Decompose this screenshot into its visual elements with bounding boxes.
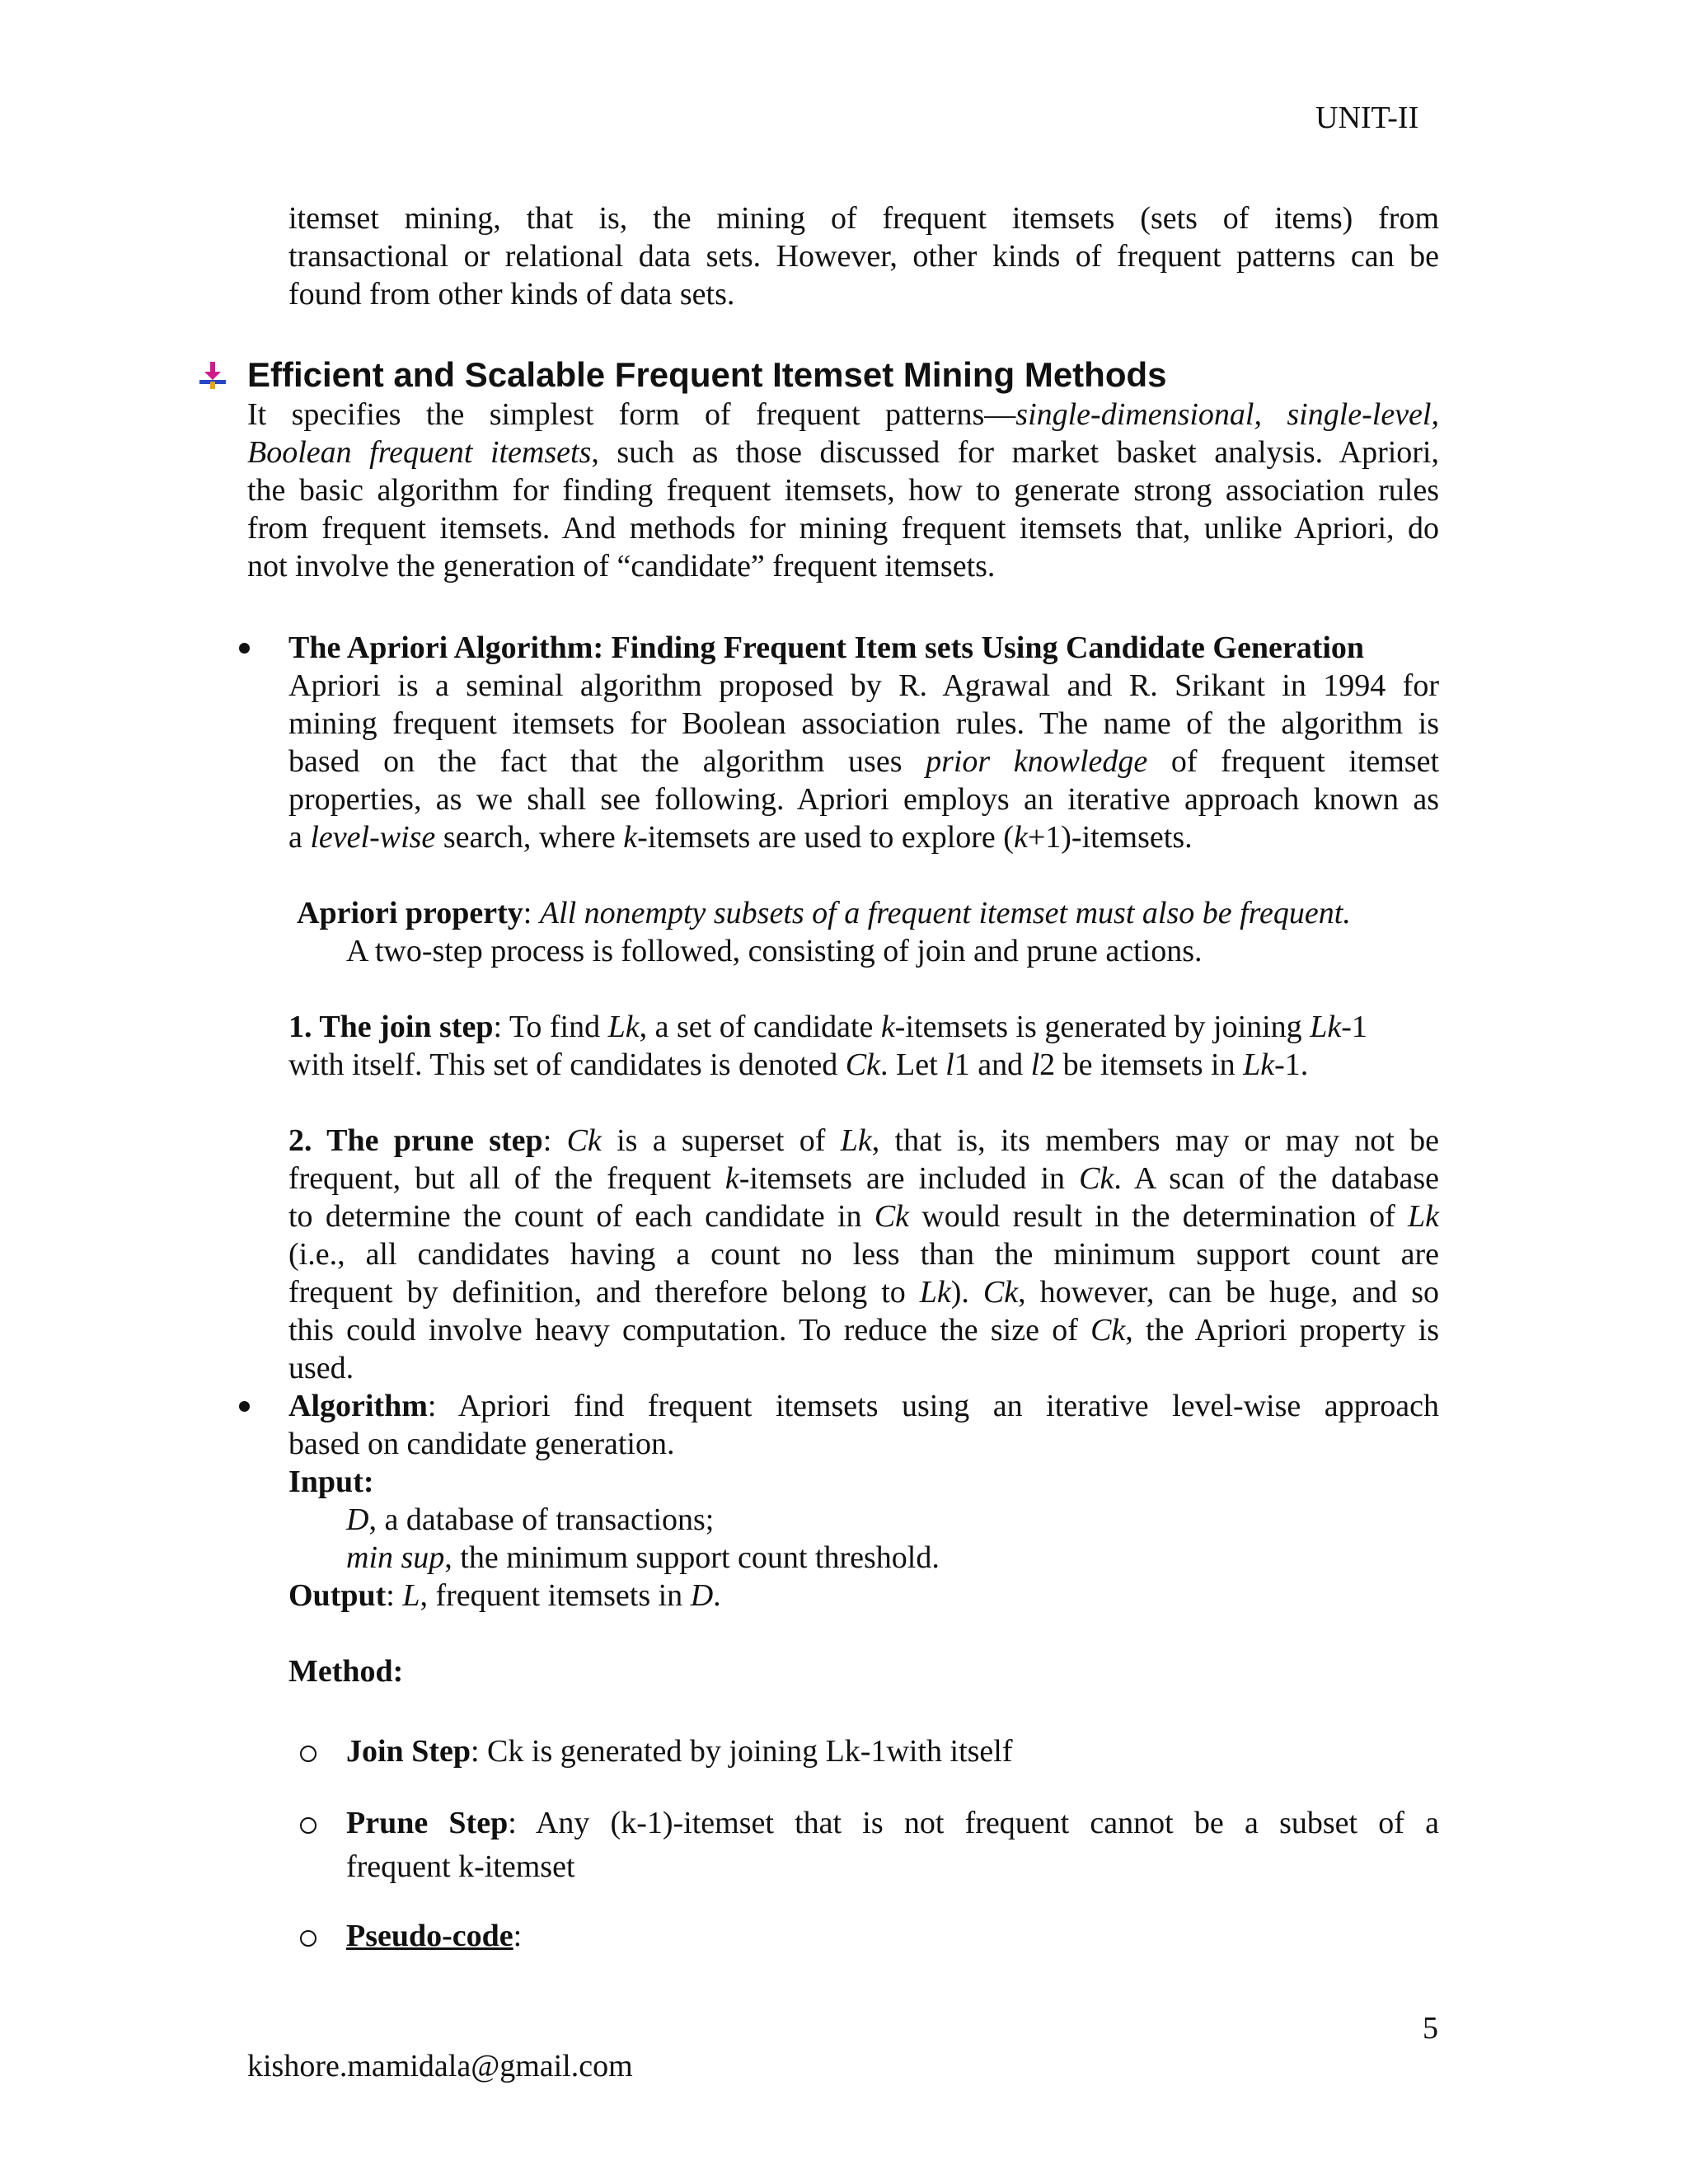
algorithm-line-1: Algorithm: Apriori find frequent itemsets using an iterative level-wise approach — [288, 1389, 1439, 1423]
method-prune-step-line-1: Prune Step: Any (k-1)-itemset that is not frequent cannot be a subset of a — [346, 1806, 1439, 1840]
header-unit-label: UNIT-II — [1315, 101, 1419, 135]
method-join-step: Join Step: Ck is generated by joining Lk-1with itself — [346, 1734, 1013, 1769]
bullet-dot-icon — [239, 1401, 250, 1412]
prune-step-line-2: frequent, but all of the frequent k-itemsets are included in Ck. A scan of the database — [288, 1161, 1439, 1196]
page-number: 5 — [1423, 2011, 1438, 2046]
circle-bullet-icon — [300, 1930, 316, 1947]
bullet-dot-icon — [239, 643, 250, 654]
algorithm-input-label: Input: — [288, 1465, 374, 1499]
algorithm-line-2: based on candidate generation. — [288, 1427, 675, 1461]
apriori-property-line: Apriori property: All nonempty subsets of a frequent itemset must also be frequent. — [297, 896, 1351, 930]
join-step-line-1: 1. The join step: To find Lk, a set of candidate k-itemsets is generated by joining Lk-1 — [288, 1010, 1367, 1044]
section-heading: Efficient and Scalable Frequent Itemset Mining Methods — [247, 355, 1167, 394]
prune-step-line-7: used. — [288, 1351, 354, 1385]
circle-bullet-icon — [300, 1746, 316, 1762]
prune-step-line-4: (i.e., all candidates having a count no less than the minimum support count are — [288, 1237, 1439, 1272]
algorithm-method-label: Method: — [288, 1654, 404, 1689]
section-para-line-5: not involve the generation of “candidate” frequent itemsets. — [247, 549, 996, 583]
intro-line-1: itemset mining, that is, the mining of frequent itemsets (sets of items) from — [288, 201, 1439, 236]
method-pseudo-code: Pseudo-code: — [346, 1919, 523, 1953]
prune-step-line-1: 2. The prune step: Ck is a superset of Lk, that is, its members may or may not be — [288, 1123, 1439, 1158]
bullet-arrow-icon — [198, 360, 227, 390]
circle-bullet-icon — [300, 1817, 316, 1834]
intro-line-2: transactional or relational data sets. However, other kinds of frequent patterns can be — [288, 239, 1439, 274]
apriori-line-2: mining frequent itemsets for Boolean association rules. The name of the algorithm is — [288, 706, 1439, 741]
apriori-property-followup: A two-step process is followed, consisting of join and prune actions. — [346, 934, 1203, 968]
algorithm-input-1: D, a database of transactions; — [346, 1502, 715, 1537]
apriori-line-3: based on the fact that the algorithm uses prior knowledge of frequent itemset — [288, 744, 1439, 779]
section-para-line-2: Boolean frequent itemsets, such as those discussed for market basket analysis. Apriori, — [247, 435, 1439, 470]
footer-email: kishore.mamidala@gmail.com — [247, 2049, 633, 2083]
apriori-line-1: Apriori is a seminal algorithm proposed by R. Agrawal and R. Srikant in 1994 for — [288, 668, 1439, 703]
section-para-line-1: It specifies the simplest form of frequent patterns—single-dimensional, single-level, — [247, 397, 1439, 432]
apriori-title: The Apriori Algorithm: Finding Frequent Item sets Using Candidate Generation — [288, 630, 1365, 665]
algorithm-output: Output: L, frequent itemsets in D. — [288, 1578, 721, 1613]
intro-line-3: found from other kinds of data sets. — [288, 277, 735, 312]
section-para-line-3: the basic algorithm for finding frequent itemsets, how to generate strong association rules — [247, 473, 1439, 508]
algorithm-input-2: min sup, the minimum support count threshold. — [346, 1540, 940, 1575]
prune-step-line-3: to determine the count of each candidate in Ck would result in the determination of Lk — [288, 1199, 1439, 1234]
section-para-line-4: from frequent itemsets. And methods for mining frequent itemsets that, unlike Apriori, do — [247, 511, 1439, 546]
apriori-line-5: a level-wise search, where k-itemsets are used to explore (k+1)-itemsets. — [288, 820, 1193, 855]
prune-step-line-5: frequent by definition, and therefore belong to Lk). Ck, however, can be huge, and so — [288, 1275, 1439, 1310]
method-prune-step-line-2: frequent k-itemset — [346, 1849, 575, 1884]
apriori-line-4: properties, as we shall see following. Apriori employs an iterative approach known as — [288, 782, 1439, 817]
join-step-line-2: with itself. This set of candidates is denoted Ck. Let l1 and l2 be itemsets in Lk-1. — [288, 1047, 1309, 1082]
prune-step-line-6: this could involve heavy computation. To reduce the size of Ck, the Apriori property is — [288, 1313, 1439, 1347]
